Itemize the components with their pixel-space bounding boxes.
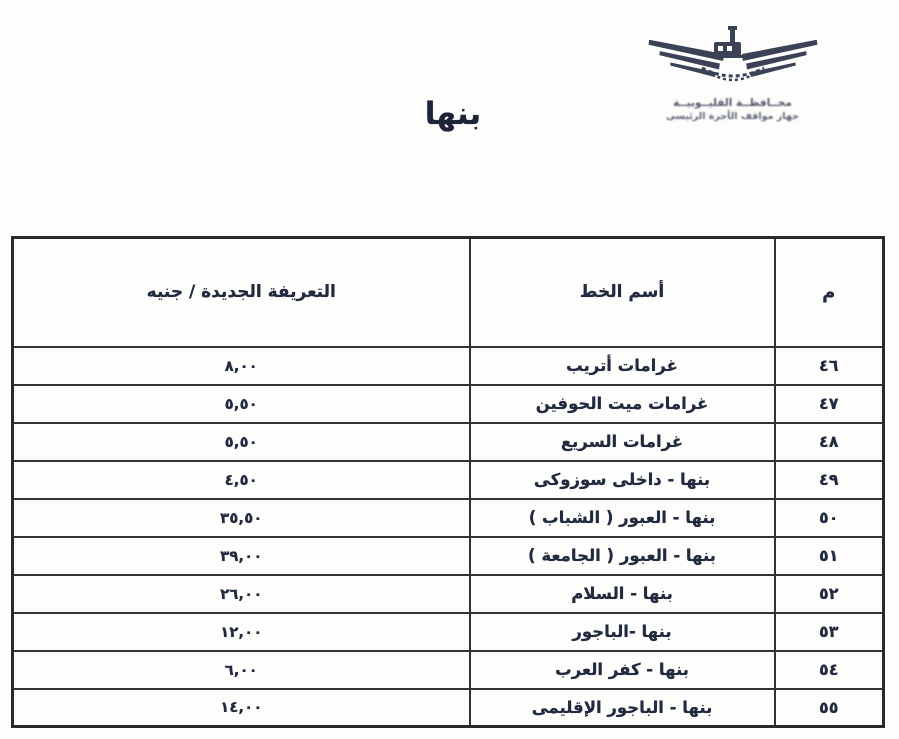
table-row [13, 385, 884, 423]
line-name: بنها - العبور ( الشباب ) [470, 499, 775, 537]
line-name: غرامات ميت الحوفين [470, 385, 775, 423]
table-row [13, 651, 884, 689]
row-number: ٥٤ [775, 651, 884, 689]
row-number: ٤٩ [775, 461, 884, 499]
fare-value: ٢٦,٠٠ [13, 575, 470, 613]
fare-value: ٥,٥٠ [13, 385, 470, 423]
table-row [13, 499, 884, 537]
line-name: بنها - الباجور الإقليمى [470, 689, 775, 727]
winged-locomotive-emblem-icon [638, 24, 828, 96]
line-name: بنها -الباجور [470, 613, 775, 651]
org-name-line1: محــافظــة القليــوبيــة [673, 97, 792, 109]
line-name: بنها - السلام [470, 575, 775, 613]
fare-value: ٣٥,٥٠ [13, 499, 470, 537]
table-row [13, 423, 884, 461]
row-number: ٥٢ [775, 575, 884, 613]
fare-value: ٣٩,٠٠ [13, 537, 470, 575]
row-number: ٤٨ [775, 423, 884, 461]
fare-value: ٦,٠٠ [13, 651, 470, 689]
line-name: بنها - كفر العرب [470, 651, 775, 689]
row-number: ٥٥ [775, 689, 884, 727]
page-title: بنها [424, 96, 482, 132]
row-number: ٥١ [775, 537, 884, 575]
fare-value: ١٤,٠٠ [13, 689, 470, 727]
line-name: غرامات أتريب [470, 347, 775, 385]
letterhead [605, 24, 860, 124]
table-row [13, 575, 884, 613]
fare-value: ١٢,٠٠ [13, 613, 470, 651]
line-name: غرامات السريع [470, 423, 775, 461]
org-name-line2: جهاز مواقف الأجرة الرئيسى [666, 111, 799, 122]
header-number: م [775, 238, 884, 347]
fare-value: ٥,٥٠ [13, 423, 470, 461]
row-number: ٤٦ [775, 347, 884, 385]
header-line-name: أسم الخط [470, 238, 775, 347]
table-row [13, 537, 884, 575]
table-row [13, 461, 884, 499]
fare-value: ٤,٥٠ [13, 461, 470, 499]
fare-value: ٨,٠٠ [13, 347, 470, 385]
fare-table [11, 236, 885, 728]
line-name: بنها - العبور ( الجامعة ) [470, 537, 775, 575]
table-header-row [13, 238, 884, 347]
table-row [13, 347, 884, 385]
table-row [13, 689, 884, 727]
line-name: بنها - داخلى سوزوكى [470, 461, 775, 499]
row-number: ٥٠ [775, 499, 884, 537]
row-number: ٥٣ [775, 613, 884, 651]
table-row [13, 613, 884, 651]
header-new-fare: التعريفة الجديدة / جنيه [13, 238, 470, 347]
row-number: ٤٧ [775, 385, 884, 423]
fare-table-container [14, 236, 885, 727]
